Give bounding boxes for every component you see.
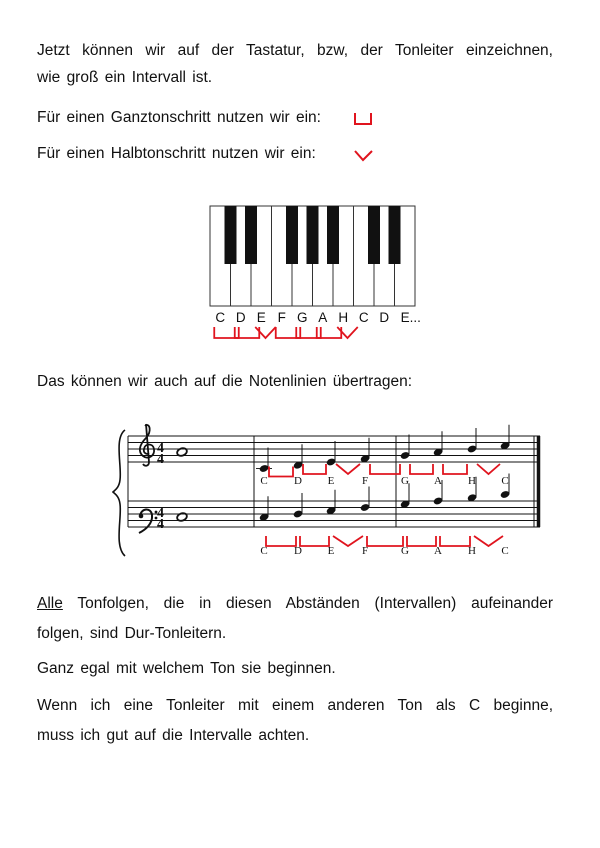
black-key — [368, 206, 380, 264]
black-key — [245, 206, 257, 264]
treble-whole-step — [410, 464, 433, 474]
bass-note-label: F — [361, 545, 369, 557]
treble-note-label: F — [361, 475, 369, 487]
conclusion-line-1-rest: Tonfolgen, die in diesen Abständen (Intervallen) aufeinander — [62, 595, 553, 612]
key-label: E — [256, 310, 266, 325]
key-label: C — [215, 310, 226, 325]
treble-half-step — [336, 464, 360, 474]
half-step-legend — [37, 144, 316, 164]
underlined-word: Alle — [37, 595, 63, 612]
bass-half-step — [333, 536, 363, 546]
bass-whole-step — [367, 536, 403, 546]
treble-note-label: G — [401, 475, 409, 487]
conclusion-line-4: Wenn ich eine Tonleiter mit einem anderen Ton als C beginne, — [37, 697, 553, 714]
treble-note-label: D — [294, 475, 302, 487]
conclusion-line-1 — [37, 590, 553, 617]
conclusion-line-5: muss ich gut auf die Intervalle achten. — [37, 727, 310, 744]
black-keys — [225, 206, 401, 264]
key-labels — [215, 310, 421, 325]
treble-whole-step — [443, 464, 467, 474]
conclusion-line-3: Ganz egal mit welchem Ton sie beginnen. — [37, 660, 336, 677]
svg-text:4: 4 — [157, 441, 164, 456]
half-step-symbol-icon — [352, 148, 376, 164]
intro-line-2: wie groß ein Intervall ist. — [37, 69, 213, 86]
staff-brace — [113, 430, 125, 556]
key-half-step — [337, 327, 358, 338]
black-key — [286, 206, 298, 264]
bass-whole-step — [266, 536, 296, 546]
key-half-step — [255, 327, 276, 338]
black-key — [307, 206, 319, 264]
time-signature-bass — [157, 506, 164, 532]
treble-note-labels — [260, 475, 508, 487]
whole-step-legend — [37, 108, 321, 128]
treble-note-label: E — [327, 475, 335, 487]
bass-note-label: C — [501, 545, 509, 557]
bass-note-label: C — [260, 545, 268, 557]
key-label: E... — [400, 310, 421, 325]
svg-text:4: 4 — [157, 506, 164, 521]
key-label: D — [235, 310, 246, 325]
treble-note-label: C — [501, 475, 509, 487]
bass-whole-step — [407, 536, 436, 546]
key-label: G — [296, 310, 308, 325]
bass-clef-icon — [139, 509, 158, 533]
intro-line-1: Jetzt können wir auf der Tastatur, bzw, der Tonleiter einzeichnen, — [37, 42, 553, 59]
treble-whole-step — [303, 464, 326, 474]
time-signature-treble — [157, 441, 164, 467]
treble-note-label: A — [434, 475, 442, 487]
black-key — [225, 206, 237, 264]
bass-half-step — [474, 536, 503, 546]
treble-note-label: H — [468, 475, 476, 487]
key-label: F — [277, 310, 286, 325]
key-step-marks — [214, 327, 358, 338]
bass-whole-step — [300, 536, 329, 546]
svg-text:4: 4 — [157, 517, 164, 532]
bass-whole-step — [440, 536, 470, 546]
key-label: D — [379, 310, 390, 325]
bass-note-label: H — [468, 545, 476, 557]
bass-note-label: G — [401, 545, 409, 557]
grand-staff — [112, 418, 552, 568]
treble-note-label: C — [260, 475, 268, 487]
transfer-text: Das können wir auch auf die Notenlinien übertragen: — [37, 373, 413, 390]
conclusion-line-2: folgen, sind Dur-Tonleitern. — [37, 625, 227, 642]
whole-step-symbol-icon — [352, 110, 376, 128]
key-label: H — [338, 310, 349, 325]
treble-clef-icon — [140, 424, 154, 466]
treble-half-step — [477, 464, 500, 474]
whole-step-legend-text: Für einen Ganztonschritt nutzen wir ein: — [37, 109, 321, 126]
treble-whole-step — [269, 467, 293, 477]
bass-note-label: D — [294, 545, 302, 557]
half-step-legend-text: Für einen Halbtonschritt nutzen wir ein: — [37, 145, 316, 162]
key-label: A — [318, 310, 328, 325]
black-key — [327, 206, 339, 264]
piano-keyboard — [200, 198, 440, 348]
svg-text:4: 4 — [157, 452, 164, 467]
key-label: C — [358, 310, 369, 325]
black-key — [389, 206, 401, 264]
bass-note-label: A — [434, 545, 442, 557]
bass-note-label: E — [327, 545, 335, 557]
